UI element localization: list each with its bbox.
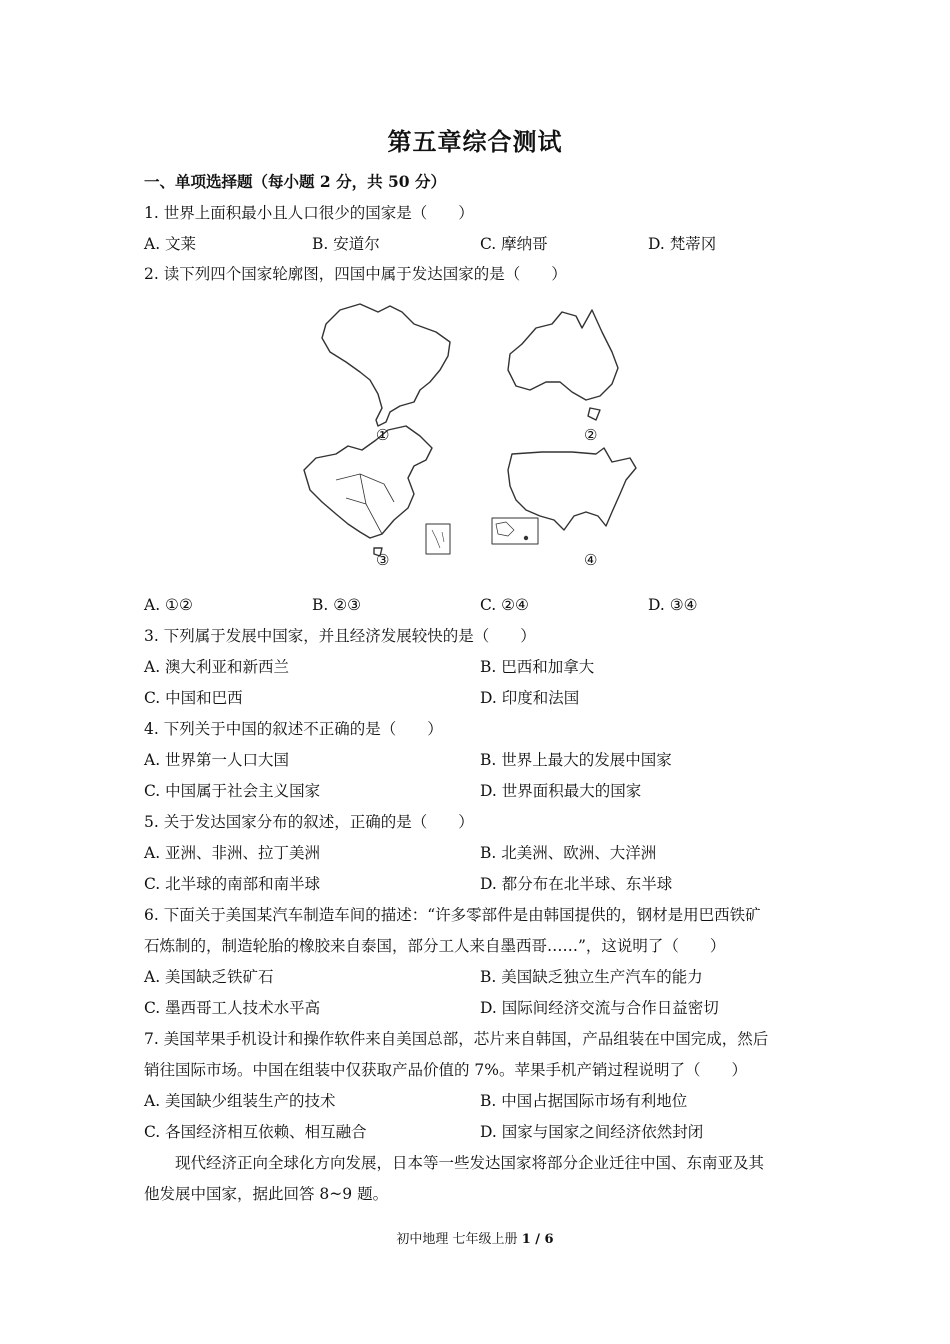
question-7-stem-line1: 7. 美国苹果手机设计和操作软件来自美国总部，芯片来自韩国，产品组装在中国完成，然后 — [144, 1030, 769, 1048]
alaska-hawaii-inset — [492, 518, 538, 544]
q6-option-c: C. 墨西哥工人技术水平高 — [144, 999, 321, 1017]
q1-option-b: B. 安道尔 — [312, 235, 380, 253]
page-title: 第五章综合测试 — [387, 127, 563, 156]
australia-outline — [508, 310, 618, 400]
q1-option-a: A. 文莱 — [144, 235, 197, 253]
q1-option-d: D. 梵蒂冈 — [648, 235, 717, 253]
question-5-stem: 5. 关于发达国家分布的叙述，正确的是（ ） — [144, 813, 474, 831]
q2-option-d: D. ③④ — [648, 596, 698, 614]
q4-option-b: B. 世界上最大的发展中国家 — [480, 751, 672, 769]
china-outline — [304, 426, 432, 538]
q7-option-b: B. 中国占据国际市场有利地位 — [480, 1092, 688, 1110]
q1-option-c: C. 摩纳哥 — [480, 235, 548, 253]
passage-line1: 现代经济正向全球化方向发展，日本等一些发达国家将部分企业迁往中国、东南亚及其 — [144, 1154, 765, 1172]
question-3-stem: 3. 下列属于发展中国家，并且经济发展较快的是（ ） — [144, 627, 536, 645]
q4-option-c: C. 中国属于社会主义国家 — [144, 782, 321, 800]
question-2-stem: 2. 读下列四个国家轮廓图，四国中属于发达国家的是（ ） — [144, 265, 567, 283]
map-label-4: ④ — [584, 551, 598, 569]
q2-option-b: B. ②③ — [312, 596, 362, 614]
passage-line2: 他发展中国家，据此回答 8~9 题。 — [144, 1185, 389, 1203]
map-label-2: ② — [584, 426, 598, 444]
brazil-outline — [322, 304, 450, 426]
footer-subject: 初中地理 七年级上册 — [396, 1232, 518, 1247]
question-6-stem-line2: 石炼制的，制造轮胎的橡胶来自泰国，部分工人来自墨西哥……”，这说明了（ ） — [144, 937, 726, 955]
question-6-stem-line1: 6. 下面关于美国某汽车制造车间的描述：“许多零部件是由韩国提供的，钢材是用巴西铁矿 — [144, 906, 761, 924]
page-footer — [0, 1228, 950, 1247]
q6-option-b: B. 美国缺乏独立生产汽车的能力 — [480, 968, 703, 986]
q5-option-b: B. 北美洲、欧洲、大洋洲 — [480, 844, 657, 862]
south-china-sea-inset — [426, 524, 450, 554]
q5-option-c: C. 北半球的南部和南半球 — [144, 875, 321, 893]
section-heading: 一、单项选择题（每小题 2 分，共 50 分） — [144, 172, 446, 191]
footer-page-number: 1 / 6 — [521, 1232, 554, 1247]
question-7-stem-line2: 销往国际市场。中国在组装中仅获取产品价值的 7%。苹果手机产销过程说明了（ ） — [144, 1061, 748, 1079]
q5-option-a: A. 亚洲、非洲、拉丁美洲 — [144, 844, 321, 862]
q3-option-d: D. 印度和法国 — [480, 689, 580, 707]
q6-option-a: A. 美国缺乏铁矿石 — [144, 968, 274, 986]
q3-option-c: C. 中国和巴西 — [144, 689, 243, 707]
q2-option-c: C. ②④ — [480, 596, 529, 614]
map-label-1: ① — [376, 426, 390, 444]
q4-option-d: D. 世界面积最大的国家 — [480, 782, 642, 800]
q3-option-a: A. 澳大利亚和新西兰 — [144, 658, 290, 676]
q7-option-a: A. 美国缺少组装生产的技术 — [144, 1092, 336, 1110]
question-4-stem: 4. 下列关于中国的叙述不正确的是（ ） — [144, 720, 443, 738]
q7-option-d: D. 国家与国家之间经济依然封闭 — [480, 1123, 704, 1141]
china-province-lines — [336, 474, 394, 534]
q2-option-a: A. ①② — [144, 596, 193, 614]
q7-option-c: C. 各国经济相互依赖、相互融合 — [144, 1123, 367, 1141]
q5-option-d: D. 都分布在北半球、东半球 — [480, 875, 673, 893]
q4-option-a: A. 世界第一人口大国 — [144, 751, 290, 769]
map-label-3: ③ — [376, 551, 390, 569]
tasmania-outline — [588, 408, 600, 420]
question-1-stem: 1. 世界上面积最小且人口很少的国家是（ ） — [144, 204, 474, 222]
country-outline-maps — [290, 298, 650, 574]
q3-option-b: B. 巴西和加拿大 — [480, 658, 595, 676]
q6-option-d: D. 国际间经济交流与合作日益密切 — [480, 999, 719, 1017]
